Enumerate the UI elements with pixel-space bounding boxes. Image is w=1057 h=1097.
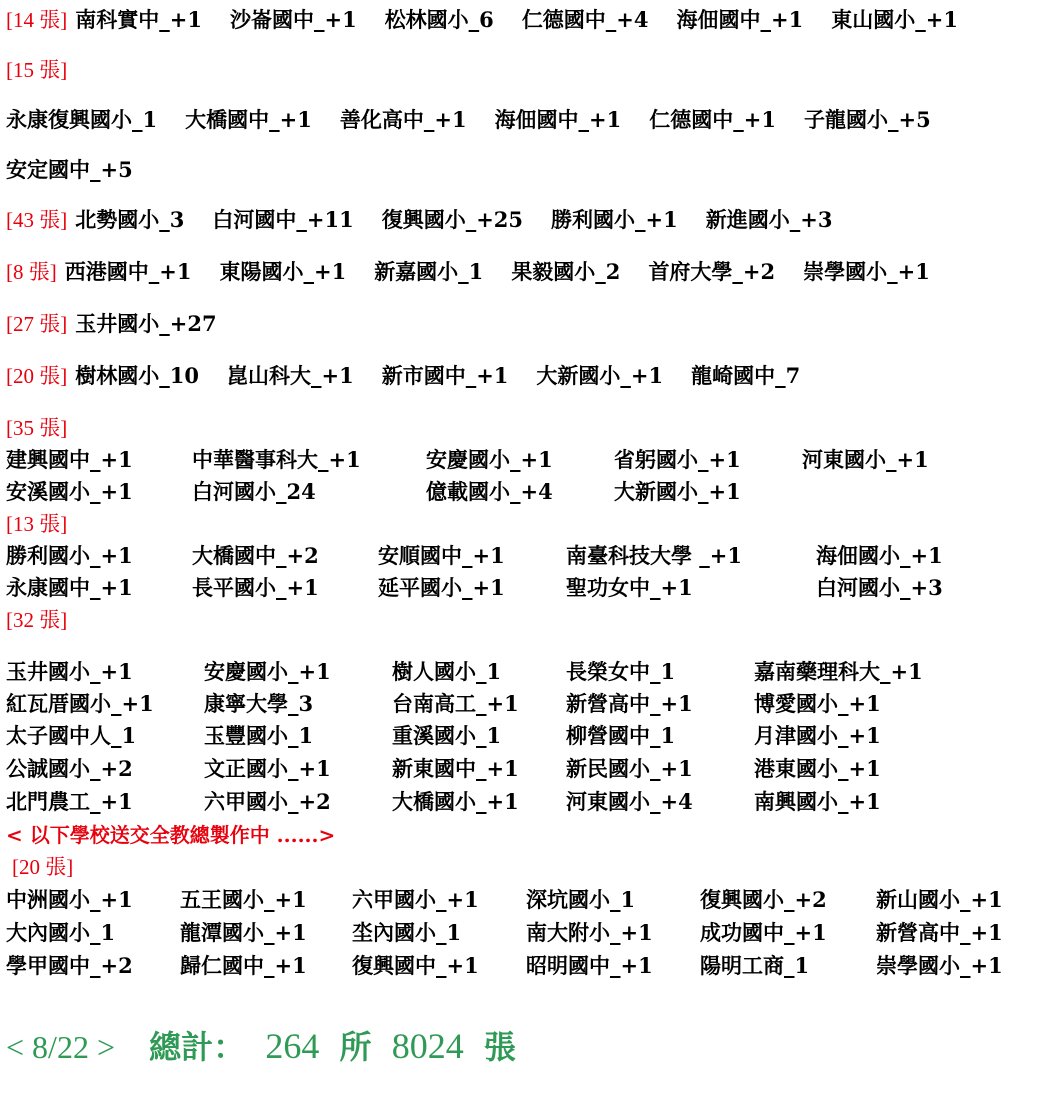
- school-entry: 永康復興國小_1: [6, 107, 158, 132]
- school-entry: 中華醫事科大_+1: [192, 447, 361, 472]
- count-tag: [35 張]: [6, 416, 68, 440]
- school-entry: 大新國小_+1: [536, 363, 664, 388]
- school-entry: 東山國小_+1: [831, 7, 958, 32]
- school-entry: 龍潭國小_+1: [180, 920, 307, 945]
- school-entry: 果毅國小_2: [511, 259, 621, 284]
- count-tag-row: [6, 414, 75, 442]
- school-entry: 子龍國小_+5: [804, 107, 931, 132]
- school-entry: 歸仁國中_+1: [180, 953, 307, 978]
- school-entry: 建興國中_+1: [6, 447, 133, 472]
- entry-line: [6, 258, 930, 286]
- school-entry: 安慶國小_+1: [426, 447, 553, 472]
- ticket-count: 8024: [391, 1026, 464, 1066]
- school-entry: 月津國小_+1: [754, 723, 881, 748]
- school-unit: 所: [339, 1028, 372, 1066]
- school-entry: 復興國小_+2: [700, 887, 827, 912]
- school-entry: 安定國中_+5: [6, 157, 133, 182]
- count-tag: [8 張]: [6, 260, 57, 284]
- school-entry: 復興國中_+1: [352, 953, 479, 978]
- count-tag-row: [12, 853, 81, 881]
- school-entry: 重溪國小_1: [392, 723, 502, 748]
- school-entry: 仁德國中_+1: [649, 107, 776, 132]
- school-entry: 中洲國小_+1: [6, 887, 133, 912]
- school-entry: 河東國小_+4: [566, 789, 693, 814]
- school-entry: 大橋國小_+1: [392, 789, 519, 814]
- school-entry: 省躬國小_+1: [614, 447, 741, 472]
- school-entry: 新民國小_+1: [566, 756, 693, 781]
- count-tag-row: [6, 606, 75, 634]
- school-entry: 海佃國中_+1: [494, 107, 622, 132]
- school-entry: 河東國小_+1: [802, 447, 929, 472]
- school-entry: 勝利國小_+1: [551, 207, 678, 232]
- count-tag: [13 張]: [6, 512, 68, 536]
- school-entry: 新營高中_+1: [876, 920, 1003, 945]
- school-entry: 成功國中_+1: [700, 920, 827, 945]
- school-entry: 玉井國小_+1: [6, 659, 133, 684]
- school-entry: 安慶國小_+1: [204, 659, 331, 684]
- school-entry: 新進國小_+3: [705, 207, 833, 232]
- school-entry: 南科實中_+1: [75, 7, 202, 32]
- school-entry: 樹林國小_10: [75, 363, 199, 388]
- school-entry: 龍崎國中_7: [691, 363, 801, 388]
- school-entry: 深坑國小_1: [526, 887, 636, 912]
- school-entry: 南臺科技大學 _+1: [566, 543, 743, 568]
- school-entry: 安順國中_+1: [378, 543, 505, 568]
- school-entry: 嘉南藥理科大_+1: [754, 659, 923, 684]
- entry-line: [6, 310, 217, 338]
- school-entry: 復興國小_+25: [381, 207, 524, 232]
- school-entry: 白河國中_+11: [212, 207, 354, 232]
- school-entry: 崇學國小_+1: [876, 953, 1003, 978]
- total-label: 總計：: [149, 1028, 246, 1066]
- school-entry: 松林國小_6: [384, 7, 494, 32]
- school-entry: 長榮女中_1: [566, 659, 676, 684]
- school-entry: 西港國中_+1: [64, 259, 192, 284]
- school-entry: 南興國小_+1: [754, 789, 881, 814]
- school-entry: 永康國中_+1: [6, 575, 133, 600]
- summary-footer: [6, 1026, 516, 1067]
- school-entry: 大橋國中_+2: [192, 543, 319, 568]
- school-entry: 善化高中_+1: [339, 107, 467, 132]
- school-entry: 白河國小_+3: [816, 575, 943, 600]
- entry-line: [6, 362, 800, 390]
- entry-line: [6, 206, 832, 234]
- count-tag: [32 張]: [6, 608, 68, 632]
- pending-notice: < 以下學校送交全教總製作中 ......>: [6, 823, 336, 847]
- school-entry: 崇學國小_+1: [803, 259, 930, 284]
- school-entry: 安溪國小_+1: [6, 479, 133, 504]
- school-entry: 大橋國中_+1: [185, 107, 312, 132]
- school-entry: 大內國小_1: [6, 920, 116, 945]
- school-entry: 延平國小_+1: [378, 575, 505, 600]
- school-entry: 新山國小_+1: [876, 887, 1003, 912]
- school-entry: 長平國小_+1: [192, 575, 319, 600]
- school-entry: 昭明國中_+1: [526, 953, 653, 978]
- school-entry: 新嘉國小_1: [374, 259, 484, 284]
- entry-line: [6, 106, 931, 134]
- school-entry: 大新國小_+1: [614, 479, 741, 504]
- school-entry: 陽明工商_1: [700, 953, 810, 978]
- school-entry: 仁德國中_+4: [521, 7, 649, 32]
- count-tag: [20 張]: [6, 364, 68, 388]
- school-entry: 新東國中_+1: [392, 756, 519, 781]
- school-entry: 北門農工_+1: [6, 789, 133, 814]
- school-entry: 樹人國小_1: [392, 659, 502, 684]
- school-entry: 康寧大學_3: [204, 691, 314, 716]
- school-entry: 紅瓦厝國小_+1: [6, 691, 154, 716]
- school-entry: 公誠國小_+2: [6, 756, 133, 781]
- count-tag-row: [6, 510, 75, 538]
- school-entry: 玉豐國小_1: [204, 723, 314, 748]
- school-entry: 東陽國小_+1: [219, 259, 347, 284]
- ticket-unit: 張: [483, 1028, 516, 1066]
- page-indicator[interactable]: < 8/22 >: [6, 1029, 115, 1065]
- entry-line: [6, 6, 958, 34]
- entry-line: [6, 156, 133, 184]
- school-entry: 港東國小_+1: [754, 756, 881, 781]
- school-entry: 海佃國中_+1: [676, 7, 804, 32]
- school-entry: 勝利國小_+1: [6, 543, 133, 568]
- school-entry: 文正國小_+1: [204, 756, 331, 781]
- school-entry: 海佃國小_+1: [816, 543, 943, 568]
- entry-line: [6, 56, 75, 84]
- school-entry: 北勢國小_3: [75, 207, 185, 232]
- school-entry: 學甲國中_+2: [6, 953, 133, 978]
- school-entry: 台南高工_+1: [392, 691, 519, 716]
- school-entry: 柳營國中_1: [566, 723, 676, 748]
- count-tag: [14 張]: [6, 8, 68, 32]
- school-entry: 五王國小_+1: [180, 887, 307, 912]
- school-entry: 博愛國小_+1: [754, 691, 881, 716]
- school-entry: 南大附小_+1: [526, 920, 653, 945]
- count-tag: [15 張]: [6, 58, 68, 82]
- school-entry: 太子國中人_1: [6, 723, 137, 748]
- count-tag: [20 張]: [12, 855, 74, 879]
- school-entry: 首府大學_+2: [648, 259, 776, 284]
- school-entry: 白河國小_24: [192, 479, 316, 504]
- school-entry: 六甲國小_+2: [204, 789, 331, 814]
- school-entry: 沙崙國中_+1: [229, 7, 357, 32]
- count-tag: [27 張]: [6, 312, 68, 336]
- school-entry: 玉井國小_+27: [75, 311, 217, 336]
- school-count: 264: [265, 1026, 320, 1066]
- school-entry: 新市國中_+1: [381, 363, 509, 388]
- school-entry: 億載國小_+4: [426, 479, 553, 504]
- school-entry: 六甲國小_+1: [352, 887, 479, 912]
- school-entry: 崑山科大_+1: [226, 363, 354, 388]
- school-entry: 聖功女中_+1: [566, 575, 693, 600]
- school-entry: 新營高中_+1: [566, 691, 693, 716]
- count-tag: [43 張]: [6, 208, 68, 232]
- school-entry: 坔內國小_1: [352, 920, 462, 945]
